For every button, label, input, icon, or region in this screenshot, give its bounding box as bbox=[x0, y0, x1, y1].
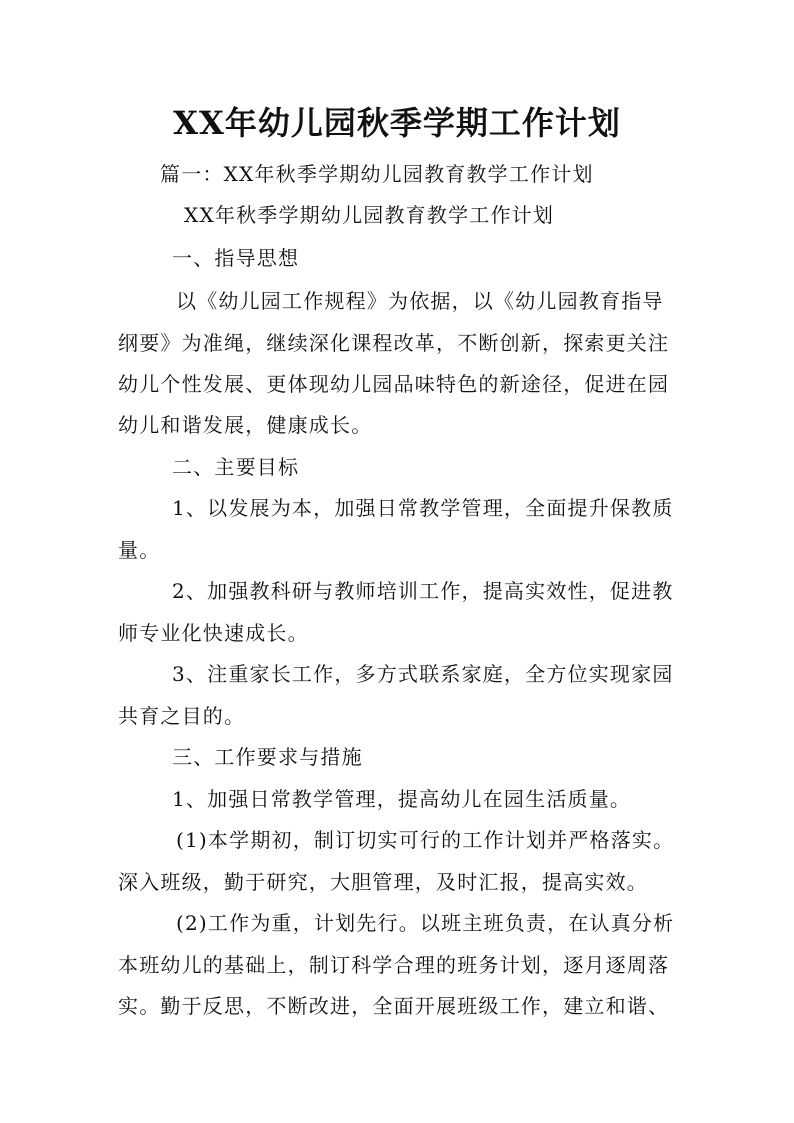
paragraph-line: 以《幼儿园工作规程》为依据，以《幼儿园教育指导 bbox=[176, 289, 664, 313]
document-title: XX年幼儿园秋季学期工作计划 bbox=[173, 104, 621, 142]
paragraph-line: 纲要》为准绳，继续深化课程改革，不断创新，探索更关注 bbox=[118, 331, 670, 355]
paragraph-line: 深入班级，勤于研究，大胆管理，及时汇报，提高实效。 bbox=[118, 870, 648, 894]
heading-requirements: 三、工作要求与措施 bbox=[172, 745, 363, 769]
paragraph-line: 1、以发展为本，加强日常教学管理，全面提升保教质 bbox=[172, 496, 674, 520]
paragraph-line: 本班幼儿的基础上，制订科学合理的班务计划，逐月逐周落 bbox=[118, 953, 670, 977]
subtitle: XX年秋季学期幼儿园教育教学工作计划 bbox=[184, 203, 555, 227]
paragraph-line: (2)工作为重，计划先行。以班主班负责，在认真分析 bbox=[176, 911, 675, 935]
paragraph-line: 量。 bbox=[118, 538, 161, 562]
heading-guiding-thought: 一、指导思想 bbox=[172, 246, 300, 270]
paragraph-line: 师专业化快速成长。 bbox=[118, 621, 309, 645]
paragraph-line: 实。勤于反思，不断改进，全面开展班级工作，建立和谐、 bbox=[118, 994, 670, 1018]
paragraph-line: 3、注重家长工作，多方式联系家庭，全方位实现家园 bbox=[172, 662, 674, 686]
heading-main-goals: 二、主要目标 bbox=[172, 455, 300, 479]
paragraph-line: 1、加强日常教学管理，提高幼儿在园生活质量。 bbox=[172, 787, 632, 811]
paragraph-line: 共育之目的。 bbox=[118, 704, 246, 728]
paragraph-line: 幼儿个性发展、更体现幼儿园品味特色的新途径，促进在园 bbox=[118, 372, 670, 396]
paragraph-line: 2、加强教科研与教师培训工作，提高实效性，促进教 bbox=[172, 579, 674, 603]
paragraph-line: (1)本学期初，制订切实可行的工作计划并严格落实。 bbox=[176, 828, 675, 852]
section-heading-part-one: 篇一：XX年秋季学期幼儿园教育教学工作计划 bbox=[160, 162, 594, 186]
paragraph-line: 幼儿和谐发展，健康成长。 bbox=[118, 413, 373, 437]
